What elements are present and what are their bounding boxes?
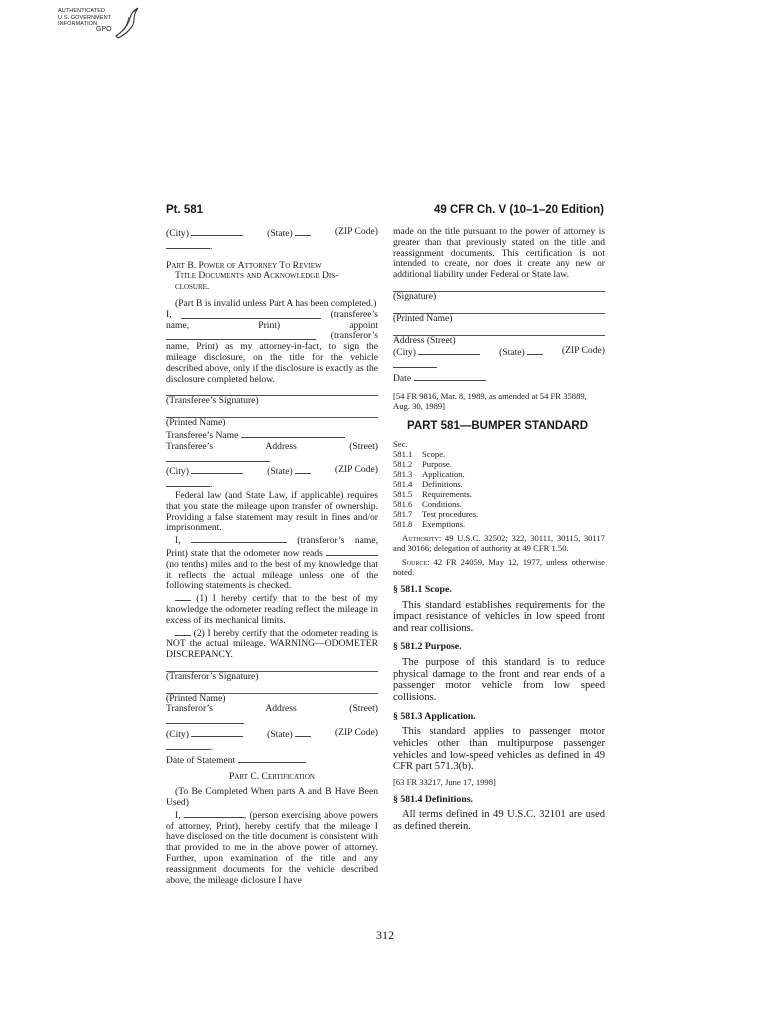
source-note: Source: 42 FR 24059, May 12, 1977, unless otherwise noted. <box>393 556 605 577</box>
part-b-title: Part B. Power of Attorney To Review Title Documents and Acknowledge Dis- closure. <box>166 259 339 293</box>
address-street-label: Address (Street) <box>393 334 456 346</box>
gpo-mark: GPO <box>96 26 112 33</box>
printed-name-label: (Printed Name) <box>166 417 226 429</box>
gpo-line-3: INFORMATION <box>58 21 98 28</box>
city-state-zip-row-1 <box>166 227 378 240</box>
section-581-4-heading: § 581.4 Definitions. <box>393 793 474 805</box>
transferee-address-row: Transferee’s Address (Street) <box>166 440 378 452</box>
right-column <box>393 227 605 833</box>
certification-continued: made on the title pursuant to the power of attorney is greater than that previously stated on the title and reassignment documents. This certification is not intended to create, nor does it create any new or additional liability under Federal or State law. <box>393 226 605 281</box>
section-581-1-heading: § 581.1 Scope. <box>393 583 452 595</box>
transferee-name-row: I, (transferee’s <box>166 308 378 320</box>
toc-item: 581.2 Purpose. <box>393 458 452 469</box>
transferor-printed-name-label: (Printed Name) <box>166 692 226 704</box>
toc-item: 581.7 Test procedures. <box>393 508 479 519</box>
state-label: (State) <box>267 228 293 239</box>
transferee-signature-label: (Transferee’s Signature) <box>166 395 259 407</box>
right-printed-name-label: (Printed Name) <box>393 312 453 324</box>
toc-item: 581.5 Requirements. <box>393 488 472 499</box>
right-address-line <box>393 325 605 336</box>
date-of-statement: Date of Statement <box>166 754 378 767</box>
toc-item: 581.8 Exemptions. <box>393 518 466 529</box>
eagle-icon <box>110 6 140 40</box>
gpo-line-2: U.S. GOVERNMENT <box>58 14 112 21</box>
section-581-3-text: This standard applies to passenger motor vehicles other than multipurpose passenger vehicles and low-speed vehicles as defined in 49 CFR part 571.3(b). <box>393 726 605 773</box>
city-state-zip-row-2: (City) (State) (ZIP Code) <box>166 464 378 478</box>
table-of-contents <box>393 439 605 529</box>
odometer-statement: I, (transferor’s name, Print) state that the odometer now reads (no tenths) miles and to the best of my knowledge that it reflects the actual mileage unless one of the following statements is checked. <box>166 535 378 592</box>
part-c-text: I, , (person exercising above powers of attorney, Print), hereby certify that the mileage I have disclosed on the title document is consistent with that provided to me in the above power of attorney. Further, upon examination of the title and any reassignment documents for the vehicle described above, the mileage diclosure I have <box>166 809 378 886</box>
zip-label: (ZIP Code) <box>334 226 378 237</box>
transferees-name-field: Transferee’s Name <box>166 429 378 442</box>
section-581-4-text: All terms defined in 49 U.S.C. 32101 are used as defined therein. <box>393 809 605 833</box>
toc-item: 581.3 Application. <box>393 468 465 479</box>
right-city-state-zip-row: (City) (State) (ZIP Code) <box>393 345 605 359</box>
edition-header: 49 CFR Ch. V (10–1–20 Edition) <box>434 204 604 216</box>
gpo-seal-text <box>58 8 112 28</box>
appoint-row: name, Print) appoint <box>166 319 378 331</box>
attorney-text: name, Print) as my attorney-in-fact, to sign the mileage disclosure, on the title for the vehicle described above, only if the disclosure is exactly as the disclosure completed below. <box>166 341 378 385</box>
gpo-authentication-seal <box>58 6 142 42</box>
transferor-name-row: (transferor’s <box>166 331 378 342</box>
section-581-1-text: This standard establishes requirements for the impact resistance of vehicles in low speed front and rear collisions. <box>393 599 605 634</box>
part-581-title: PART 581—BUMPER STANDARD <box>407 419 589 432</box>
certify-option-1: (1) I hereby certify that to the best of my knowledge the odometer reading reflect the mileage in excess of its mechanical limits. <box>166 593 378 626</box>
part-b-invalid-note: (Part B is invalid unless Part A has been completed.) <box>175 297 377 309</box>
authority-note: Authority: 49 U.S.C. 32502; 322, 30111, 30115, 30117 and 30166; delegation of authority at 49 CFR 1.50. <box>393 532 605 553</box>
toc-item: 581.1 Scope. <box>393 448 446 459</box>
part-c-title: Part C. Certification <box>229 771 315 783</box>
gpo-line-1: AUTHENTICATED <box>58 8 106 14</box>
signature-label: (Signature) <box>393 290 437 302</box>
page-number: 312 <box>376 928 394 942</box>
city-label: (City) <box>166 228 189 239</box>
section-581-2-heading: § 581.2 Purpose. <box>393 641 462 653</box>
sec-label: Sec. <box>393 438 408 449</box>
certify-option-2: (2) I hereby certify that the odometer reading is NOT the actual mileage. WARNING—ODOMETER DISCREPANCY. <box>166 627 378 661</box>
toc-item: 581.6 Conditions. <box>393 498 462 509</box>
section-581-2-text: The purpose of this standard is to reduce physical damage to the front and rear ends of a passenger motor vehicle from low speed collisions. <box>393 657 605 703</box>
left-column: (City) (State) (ZIP Code) . Part B. Power of Attorney To Review Title Documents and Acknowledge Dis- closure. (Part B is invalid unless Part A has been completed.) I, (transferee’s name, Print) appoint (transferor’s name, Print) as my attorney-in-fact, to sign the mileage disclosure, on the title for the vehicle described above, only if the disclosure is exactly as the disclosure completed below. (Transferee’s Signature) (Printed Name) Transferee’s Name Transferee’s Address (Street) (City) (State) (ZIP Code) . Federal law (and State Law, if applicable) requires that you state the mileage upon transfer of ownership. Providing a false statement may result in fines and/or imprisonment. I, (transferor’s name, Print) state that the odometer now reads (no tenths) miles and to the best of my knowledge that it reflects the actual mileage unless one of the following statements is checked. (1) I hereby certify that to the best of my knowledge the odometer reading reflect the mileage in excess of its mechanical limits. (2) I hereby certify that the odometer reading is NOT the actual mileage. WARNING—ODOMETER DISCREPANCY. (Transferor’s Signature) (Printed Name) Transferor’s Address (Street) (City) (State) (ZIP Code) . Date of Statement Part C. Certification (To Be Completed When parts A and B Have Been Used) I, , (person exercising above powers of attorney, Print), hereby certify that the mileage I have disclosed on the title document is consistent with that provided to me in the above power of attorney. Further, upon examination of the title and any reassignment documents for the vehicle described above, the mileage diclosure I have <box>166 226 378 886</box>
transferor-signature-label: (Transferor’s Signature) <box>166 670 259 682</box>
federal-law-text: Federal law (and State Law, if applicable) requires that you state the mileage upon transfer of ownership. Providing a false statement may result in fines and/or imprisonment. <box>166 489 378 534</box>
part-header: Pt. 581 <box>166 204 204 216</box>
date-field: Date <box>393 372 605 385</box>
toc-item: 581.4 Definitions. <box>393 478 463 489</box>
transferor-address-row: Transferor’s Address (Street) <box>166 703 378 715</box>
city-state-zip-row-3: (City) (State) (ZIP Code) <box>166 727 378 741</box>
section-581-3-citation: [63 FR 33217, June 17, 1998] <box>393 776 496 787</box>
part-c-note: (To Be Completed When parts A and B Have Been Used) <box>166 786 378 809</box>
section-581-3-heading: § 581.3 Application. <box>393 710 476 722</box>
amendment-citation: [54 FR 9816, Mar. 8, 1989, as amended at 54 FR 35889, Aug. 30, 1989] <box>393 390 587 411</box>
